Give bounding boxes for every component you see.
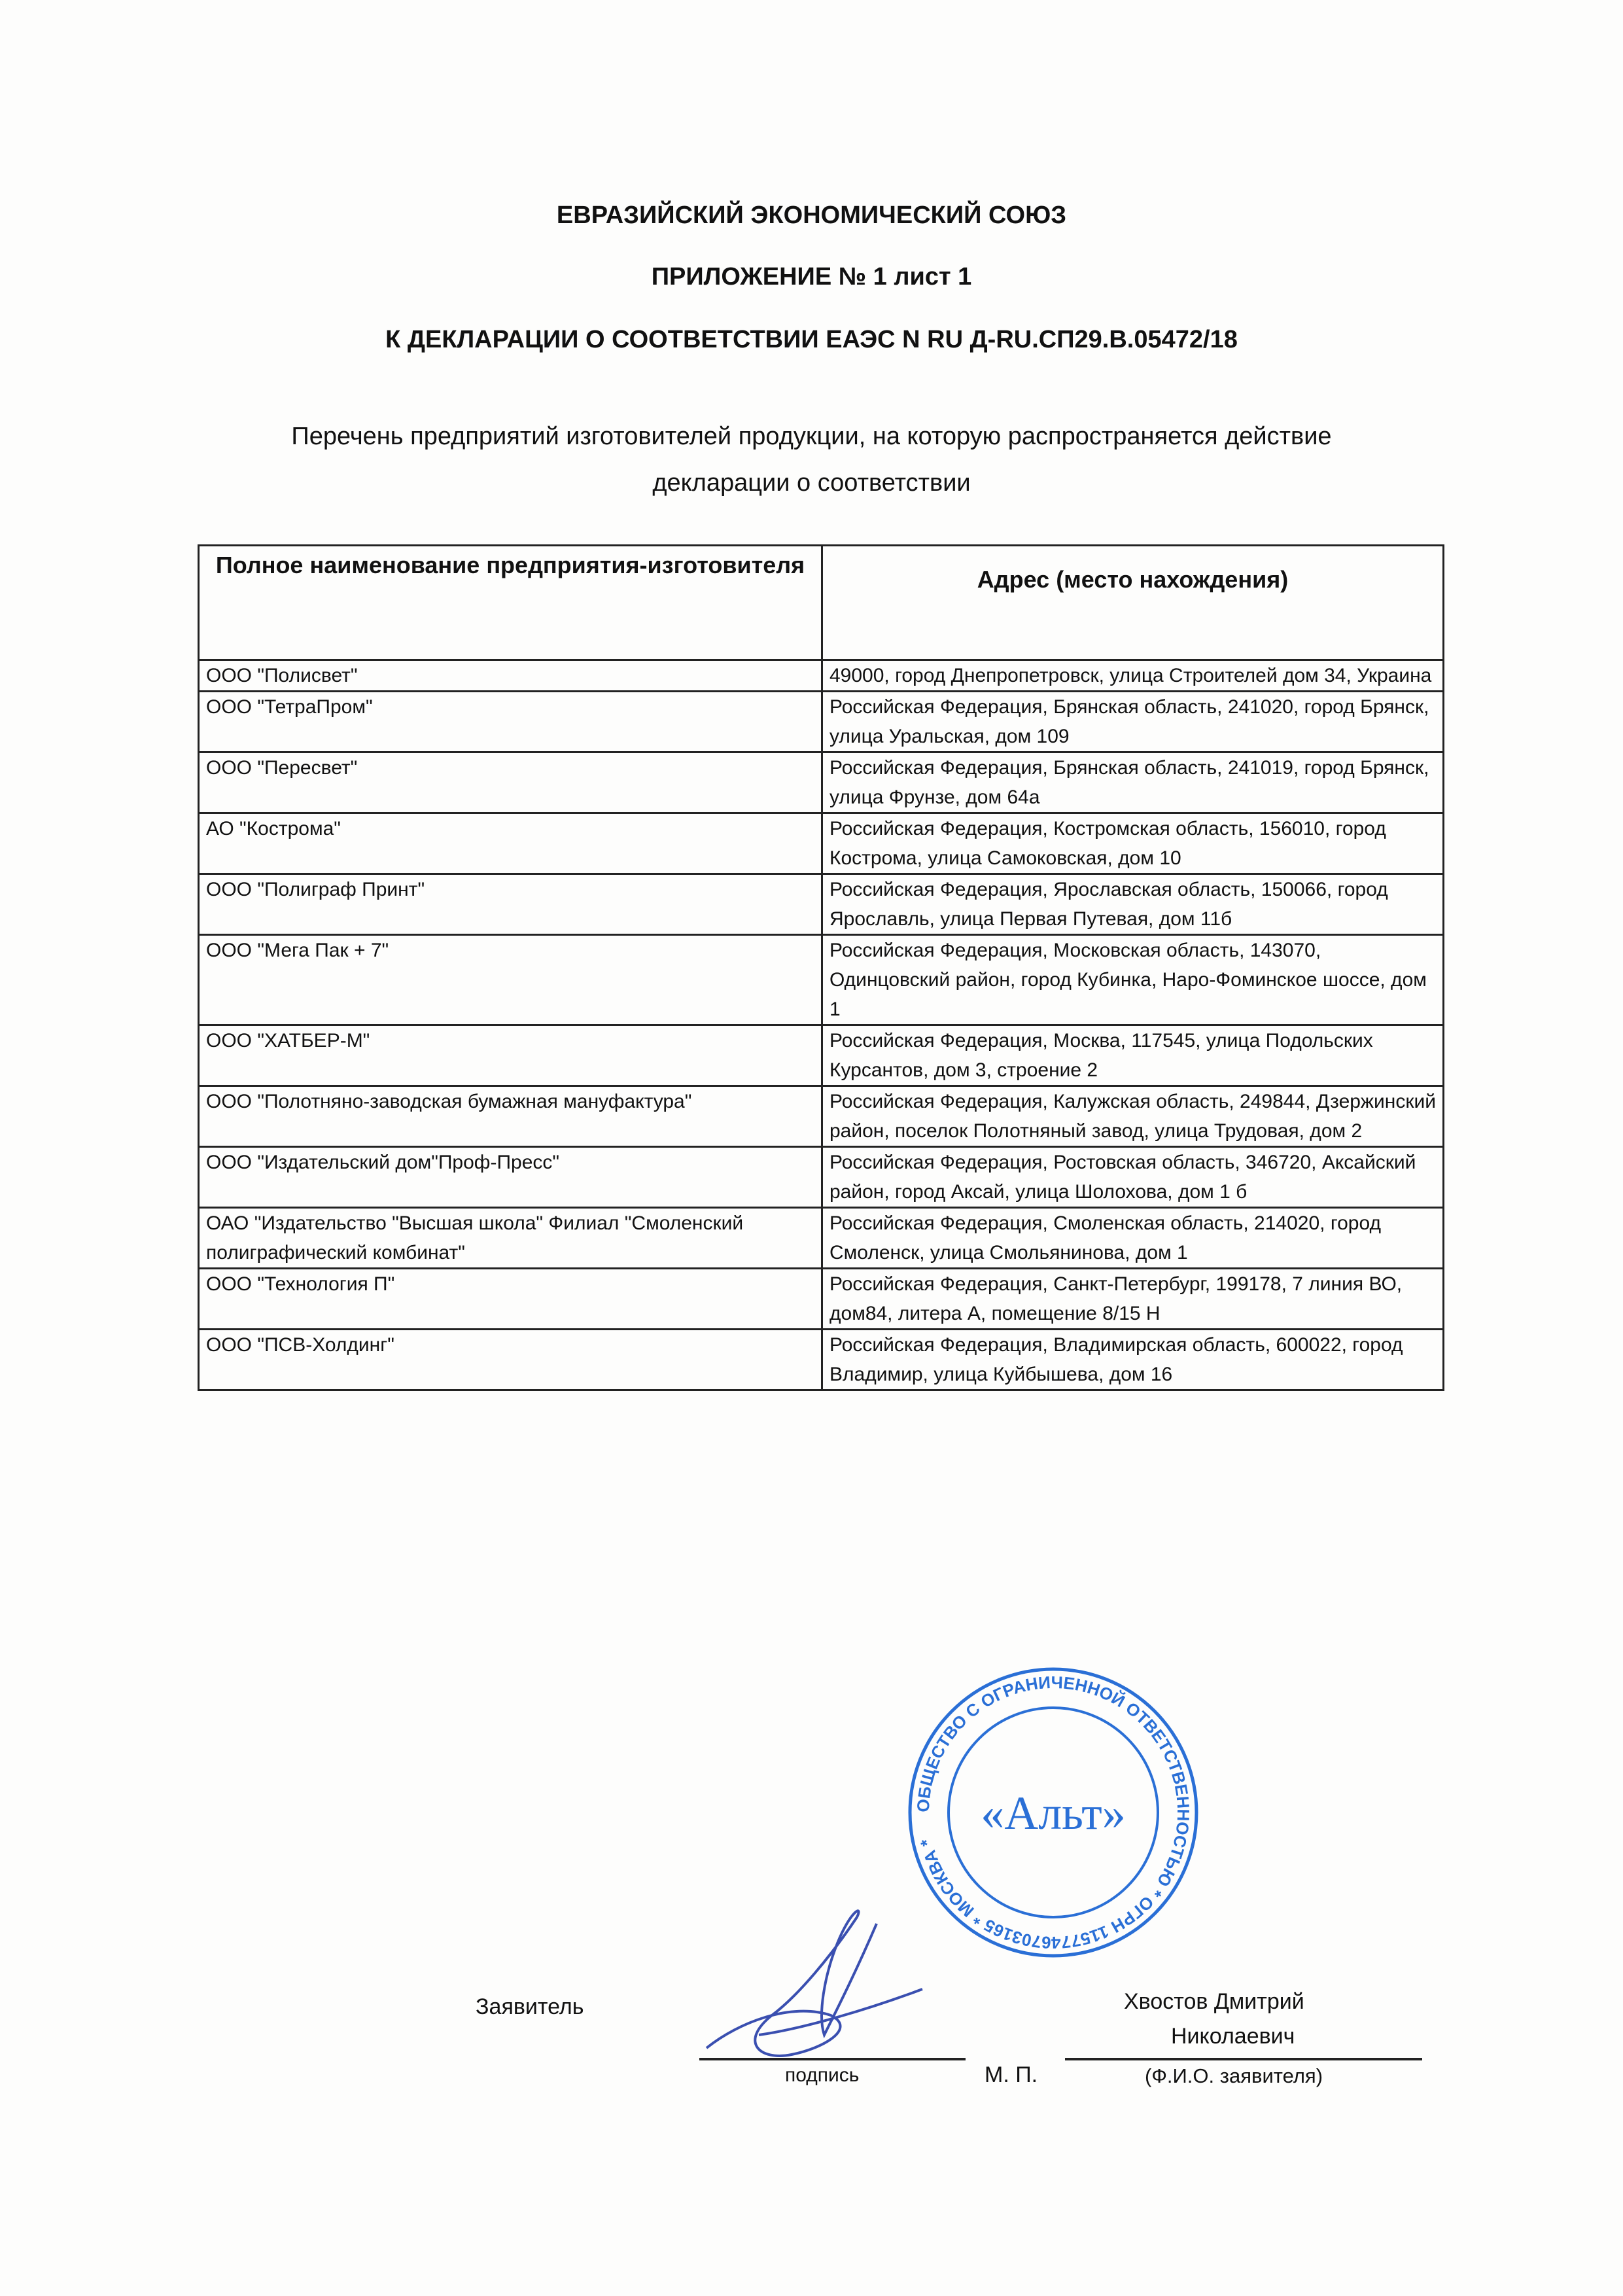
manufacturer-name: ООО "Полисвет" — [199, 660, 822, 692]
table-row — [199, 752, 1444, 813]
column-header-name: Полное наименование предприятия-изготовителя — [199, 546, 822, 660]
manufacturer-address: Российская Федерация, Ростовская область, 346720, Аксайский район, город Аксай, улица Шолохова, дом 1 б — [822, 1147, 1444, 1208]
manufacturer-address: Российская Федерация, Костромская область, 156010, город Кострома, улица Самоковская, дом 10 — [822, 813, 1444, 874]
table-row — [199, 660, 1444, 692]
manufacturer-name: ОАО "Издательство "Высшая школа" Филиал "Смоленский полиграфический комбинат" — [199, 1208, 822, 1269]
handwritten-signature — [693, 1884, 968, 2068]
column-header-address: Адрес (место нахождения) — [822, 546, 1444, 660]
appendix-title: ПРИЛОЖЕНИЕ № 1 лист 1 — [651, 263, 972, 291]
manufacturers-table — [198, 544, 1444, 1391]
applicant-label: Заявитель — [476, 1994, 584, 2019]
manufacturer-name: АО "Кострома" — [199, 813, 822, 874]
applicant-name-line-1: Хвостов Дмитрий — [1124, 1989, 1304, 2014]
table-header-row — [199, 546, 1444, 660]
manufacturer-name: ООО "Мега Пак + 7" — [199, 935, 822, 1025]
table-row — [199, 1147, 1444, 1208]
union-title: ЕВРАЗИЙСКИЙ ЭКОНОМИЧЕСКИЙ СОЮЗ — [556, 202, 1067, 229]
manufacturer-address: Российская Федерация, Санкт-Петербург, 199178, 7 линия ВО, дом84, литера А, помещение 8/15 Н — [822, 1269, 1444, 1330]
name-caption: (Ф.И.О. заявителя) — [1145, 2064, 1323, 2087]
manufacturer-address: 49000, город Днепропетровск, улица Строителей дом 34, Украина — [822, 660, 1444, 692]
table-row — [199, 1330, 1444, 1390]
manufacturer-name: ООО "Полиграф Принт" — [199, 874, 822, 935]
table-row — [199, 874, 1444, 935]
table-row — [199, 1208, 1444, 1269]
table-row — [199, 1269, 1444, 1330]
name-line — [1065, 2058, 1422, 2060]
manufacturer-name: ООО "Пересвет" — [199, 752, 822, 813]
stamp-ring-text: ОБЩЕСТВО С ОГРАНИЧЕННОЙ ОТВЕТСТВЕННОСТЬЮ * ОГРН 1157746703165 * МОСКВА * — [913, 1672, 1194, 1953]
signature-line — [699, 2058, 966, 2060]
manufacturer-address: Российская Федерация, Москва, 117545, улица Подольских Курсантов, дом 3, строение 2 — [822, 1025, 1444, 1086]
manufacturer-address: Российская Федерация, Владимирская область, 600022, город Владимир, улица Куйбышева, дом 16 — [822, 1330, 1444, 1390]
manufacturer-name: ООО "ТетраПром" — [199, 692, 822, 752]
manufacturer-address: Российская Федерация, Ярославская область, 150066, город Ярославль, улица Первая Путевая, дом 11б — [822, 874, 1444, 935]
manufacturer-name: ООО "Технология П" — [199, 1269, 822, 1330]
table-row — [199, 1086, 1444, 1147]
manufacturer-address: Российская Федерация, Брянская область, 241019, город Брянск, улица Фрунзе, дом 64а — [822, 752, 1444, 813]
intro-line-2: декларации о соответствии — [652, 469, 971, 497]
manufacturer-address: Российская Федерация, Московская область, 143070, Одинцовский район, город Кубинка, Наро-Фоминское шоссе, дом 1 — [822, 935, 1444, 1025]
applicant-name-line-2: Николаевич — [1171, 2024, 1295, 2049]
table-row — [199, 1025, 1444, 1086]
manufacturer-name: ООО "ПСВ-Холдинг" — [199, 1330, 822, 1390]
manufacturer-name: ООО "ХАТБЕР-М" — [199, 1025, 822, 1086]
intro-line-1: Перечень предприятий изготовителей продукции, на которую распространяется действие — [291, 423, 1332, 450]
manufacturer-name: ООО "Полотняно-заводская бумажная мануфактура" — [199, 1086, 822, 1147]
table-row — [199, 935, 1444, 1025]
table-row — [199, 692, 1444, 752]
signature-caption: подпись — [785, 2064, 860, 2086]
declaration-title: К ДЕКЛАРАЦИИ О СООТВЕТСТВИИ ЕАЭС N RU Д-RU.СП29.В.05472/18 — [385, 326, 1238, 353]
manufacturer-address: Российская Федерация, Брянская область, 241020, город Брянск, улица Уральская, дом 109 — [822, 692, 1444, 752]
manufacturer-address: Российская Федерация, Калужская область, 249844, Дзержинский район, поселок Полотняный завод, улица Трудовая, дом 2 — [822, 1086, 1444, 1147]
table-row — [199, 813, 1444, 874]
manufacturer-name: ООО "Издательский дом"Проф-Пресс" — [199, 1147, 822, 1208]
seal-caption: М. П. — [985, 2062, 1038, 2087]
stamp-center-text: «Альт» — [981, 1787, 1126, 1839]
manufacturer-address: Российская Федерация, Смоленская область, 214020, город Смоленск, улица Смольянинова, дом 1 — [822, 1208, 1444, 1269]
